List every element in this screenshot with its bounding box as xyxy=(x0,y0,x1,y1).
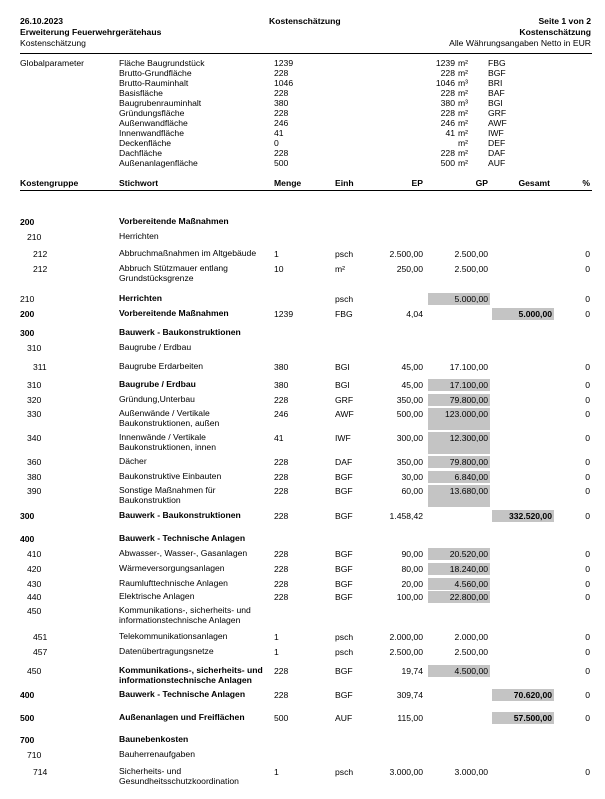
row-ep: 3.000,00 xyxy=(389,767,423,777)
row-einh: DAF xyxy=(335,457,353,467)
row-gp: 2.500,00 xyxy=(454,249,488,259)
row-kostengruppe: 340 xyxy=(27,433,42,443)
row-kostengruppe: 500 xyxy=(20,713,35,723)
row-einh: BGF xyxy=(335,549,353,559)
col-percent: % xyxy=(582,178,590,188)
param-code: DEF xyxy=(488,138,506,148)
param-unit: m² xyxy=(458,148,469,158)
param-unit: m² xyxy=(458,108,469,118)
row-einh: psch xyxy=(335,632,354,642)
param-value: 41 xyxy=(274,128,284,138)
param-unit: m³ xyxy=(458,78,469,88)
row-einh: IWF xyxy=(335,433,351,443)
row-menge: 1 xyxy=(274,767,279,777)
row-kostengruppe: 200 xyxy=(20,217,35,227)
row-menge: 228 xyxy=(274,592,289,602)
row-ep: 2.500,00 xyxy=(389,249,423,259)
row-menge: 1239 xyxy=(274,309,294,319)
row-percent: 0 xyxy=(585,294,590,304)
row-menge: 380 xyxy=(274,380,289,390)
row-gp: 123.000,00 xyxy=(444,409,488,419)
row-gp: 79.800,00 xyxy=(449,395,488,405)
row-gp: 2.000,00 xyxy=(454,632,488,642)
row-ep: 2.500,00 xyxy=(389,647,423,657)
row-ep: 60,00 xyxy=(401,486,423,496)
row-percent: 0 xyxy=(585,564,590,574)
row-gp: 79.800,00 xyxy=(449,457,488,467)
param-gp-value: 41 xyxy=(445,128,455,138)
row-stichwort: Abbruchmaßnahmen im Altgebäude xyxy=(119,248,257,258)
col-menge: Menge xyxy=(274,178,302,188)
row-stichwort: Sonstige Maßnahmen für Baukonstruktion xyxy=(119,485,216,505)
param-value: 500 xyxy=(274,158,289,168)
row-ep: 350,00 xyxy=(396,457,423,467)
param-name: Außenwandfläche xyxy=(119,118,188,128)
param-code: BAF xyxy=(488,88,505,98)
row-percent: 0 xyxy=(585,632,590,642)
row-ep: 4,04 xyxy=(406,309,423,319)
row-einh: psch xyxy=(335,647,354,657)
row-percent: 0 xyxy=(585,395,590,405)
row-kostengruppe: 210 xyxy=(20,294,35,304)
row-percent: 0 xyxy=(585,647,590,657)
row-stichwort: Herrichten xyxy=(119,293,162,303)
row-ep: 90,00 xyxy=(401,549,423,559)
row-kostengruppe: 360 xyxy=(27,457,42,467)
row-kostengruppe: 300 xyxy=(20,511,35,521)
row-percent: 0 xyxy=(585,264,590,274)
row-stichwort: Bauwerk - Baukonstruktionen xyxy=(119,327,241,337)
row-einh: BGF xyxy=(335,564,353,574)
row-einh: BGF xyxy=(335,511,353,521)
row-stichwort: Baugrube / Erdbau xyxy=(119,342,192,352)
row-ep: 500,00 xyxy=(396,409,423,419)
param-gp-value: 228 xyxy=(440,148,455,158)
row-gp: 4.500,00 xyxy=(454,666,488,676)
row-stichwort: Bauwerk - Technische Anlagen xyxy=(119,533,246,543)
row-stichwort: Außenwände / Vertikale Baukonstruktionen, außen xyxy=(119,408,220,428)
row-menge: 380 xyxy=(274,362,289,372)
param-gp-value: 228 xyxy=(440,68,455,78)
row-stichwort: Vorbereitende Maßnahmen xyxy=(119,308,229,318)
row-kostengruppe: 420 xyxy=(27,564,42,574)
param-gp-value: 1239 xyxy=(435,58,455,68)
header-divider xyxy=(20,53,592,54)
row-ep: 30,00 xyxy=(401,472,423,482)
param-gp-value: 500 xyxy=(440,158,455,168)
param-unit: m² xyxy=(458,88,469,98)
row-gp: 18.240,00 xyxy=(449,564,488,574)
row-gp: 12.300,00 xyxy=(449,433,488,443)
row-einh: psch xyxy=(335,294,354,304)
row-menge: 228 xyxy=(274,549,289,559)
row-kostengruppe: 457 xyxy=(33,647,48,657)
param-gp-value: 228 xyxy=(440,108,455,118)
row-percent: 0 xyxy=(585,472,590,482)
param-code: BGI xyxy=(488,98,503,108)
row-einh: GRF xyxy=(335,395,354,405)
row-menge: 228 xyxy=(274,457,289,467)
row-gp: 2.500,00 xyxy=(454,264,488,274)
row-kostengruppe: 390 xyxy=(27,486,42,496)
row-kostengruppe: 451 xyxy=(33,632,48,642)
row-menge: 228 xyxy=(274,564,289,574)
row-ep: 1.458,42 xyxy=(389,511,423,521)
row-stichwort: Baunebenkosten xyxy=(119,734,189,744)
row-kostengruppe: 440 xyxy=(27,592,42,602)
row-stichwort: Elektrische Anlagen xyxy=(119,591,195,601)
row-menge: 500 xyxy=(274,713,289,723)
row-gp: 17.100,00 xyxy=(449,380,488,390)
row-percent: 0 xyxy=(585,457,590,467)
row-percent: 0 xyxy=(585,549,590,559)
row-einh: BGF xyxy=(335,592,353,602)
param-name: Brutto-Grundfläche xyxy=(119,68,192,78)
param-name: Innenwandfläche xyxy=(119,128,184,138)
col-ep: EP xyxy=(411,178,423,188)
row-gp: 22.800,00 xyxy=(449,592,488,602)
row-percent: 0 xyxy=(585,433,590,443)
param-value: 228 xyxy=(274,108,289,118)
row-ep: 2.000,00 xyxy=(389,632,423,642)
param-unit: m² xyxy=(458,68,469,78)
row-kostengruppe: 430 xyxy=(27,579,42,589)
row-gp: 3.000,00 xyxy=(454,767,488,777)
report-title: Kostenschätzung xyxy=(269,16,341,26)
doc-type-left: Kostenschätzung xyxy=(20,38,86,48)
param-unit: m² xyxy=(458,58,469,68)
row-gesamt: 5.000,00 xyxy=(518,309,552,319)
row-menge: 228 xyxy=(274,579,289,589)
row-kostengruppe: 212 xyxy=(33,264,48,274)
row-kostengruppe: 330 xyxy=(27,409,42,419)
row-stichwort: Abwasser-, Wasser-, Gasanlagen xyxy=(119,548,248,558)
row-gp: 17.100,00 xyxy=(449,362,488,372)
row-percent: 0 xyxy=(585,690,590,700)
row-menge: 246 xyxy=(274,409,289,419)
param-name: Fläche Baugrundstück xyxy=(119,58,205,68)
row-stichwort: Kommunikations-, sicherheits- und informationstechnische Anlagen xyxy=(119,665,263,685)
row-menge: 1 xyxy=(274,249,279,259)
param-name: Basisfläche xyxy=(119,88,163,98)
row-einh: AWF xyxy=(335,409,354,419)
row-kostengruppe: 210 xyxy=(27,232,42,242)
row-kostengruppe: 710 xyxy=(27,750,42,760)
row-einh: BGF xyxy=(335,579,353,589)
row-stichwort: Raumlufttechnische Anlagen xyxy=(119,578,228,588)
report-date: 26.10.2023 xyxy=(20,16,64,26)
row-stichwort: Gründung,Unterbau xyxy=(119,394,195,404)
param-code: IWF xyxy=(488,128,504,138)
col-einh: Einh xyxy=(335,178,354,188)
param-gp-value: 228 xyxy=(440,88,455,98)
param-code: AWF xyxy=(488,118,507,128)
row-gp: 20.520,00 xyxy=(449,549,488,559)
row-einh: BGF xyxy=(335,666,353,676)
row-gp: 5.000,00 xyxy=(454,294,488,304)
row-menge: 228 xyxy=(274,395,289,405)
row-percent: 0 xyxy=(585,249,590,259)
row-kostengruppe: 380 xyxy=(27,472,42,482)
row-kostengruppe: 410 xyxy=(27,549,42,559)
row-einh: BGF xyxy=(335,690,353,700)
row-percent: 0 xyxy=(585,409,590,419)
row-percent: 0 xyxy=(585,309,590,319)
row-menge: 228 xyxy=(274,690,289,700)
param-unit: m² xyxy=(458,118,469,128)
param-name: Brutto-Rauminhalt xyxy=(119,78,189,88)
row-ep: 115,00 xyxy=(397,713,423,723)
row-stichwort: Kommunikations-, sicherheits- und informationstechnische Anlagen xyxy=(119,605,251,625)
param-name: Baugrubenrauminhalt xyxy=(119,98,202,108)
row-einh: psch xyxy=(335,249,354,259)
row-ep: 45,00 xyxy=(401,362,423,372)
col-gesamt: Gesamt xyxy=(518,178,550,188)
row-stichwort: Sicherheits- und Gesundheitsschutzkoordination xyxy=(119,766,239,786)
param-code: GRF xyxy=(488,108,507,118)
row-kostengruppe: 450 xyxy=(27,606,42,616)
param-value: 228 xyxy=(274,68,289,78)
row-percent: 0 xyxy=(585,713,590,723)
row-percent: 0 xyxy=(585,592,590,602)
param-code: FBG xyxy=(488,58,506,68)
row-percent: 0 xyxy=(585,362,590,372)
row-menge: 10 xyxy=(274,264,284,274)
row-stichwort: Bauwerk - Technische Anlagen xyxy=(119,689,246,699)
param-value: 1046 xyxy=(274,78,294,88)
table-header-divider xyxy=(20,190,592,191)
row-kostengruppe: 714 xyxy=(33,767,48,777)
row-gesamt: 70.620,00 xyxy=(513,690,552,700)
row-stichwort: Außenanlagen und Freiflächen xyxy=(119,712,245,722)
row-stichwort: Baugrube Erdarbeiten xyxy=(119,361,204,371)
row-ep: 350,00 xyxy=(396,395,423,405)
row-gesamt: 332.520,00 xyxy=(508,511,552,521)
col-stichwort: Stichwort xyxy=(119,178,159,188)
row-einh: BGI xyxy=(335,362,350,372)
row-kostengruppe: 310 xyxy=(27,343,42,353)
param-value: 228 xyxy=(274,88,289,98)
param-gp-value: 246 xyxy=(440,118,455,128)
row-kostengruppe: 700 xyxy=(20,735,35,745)
page-number: Seite 1 von 2 xyxy=(538,16,591,26)
param-name: Gründungsfläche xyxy=(119,108,185,118)
row-stichwort: Datenübertragungsnetze xyxy=(119,646,214,656)
global-parameters-label: Globalparameter xyxy=(20,58,85,68)
row-menge: 228 xyxy=(274,472,289,482)
param-value: 1239 xyxy=(274,58,294,68)
param-value: 228 xyxy=(274,148,289,158)
doc-type-right: Kostenschätzung xyxy=(519,27,591,37)
row-stichwort: Wärmeversorgungsanlagen xyxy=(119,563,225,573)
row-percent: 0 xyxy=(585,486,590,496)
row-kostengruppe: 310 xyxy=(27,380,42,390)
row-gp: 4.560,00 xyxy=(454,579,488,589)
row-percent: 0 xyxy=(585,767,590,777)
row-einh: AUF xyxy=(335,713,353,723)
param-value: 380 xyxy=(274,98,289,108)
param-unit: m² xyxy=(458,138,469,148)
param-unit: m² xyxy=(458,128,469,138)
row-einh: BGF xyxy=(335,486,353,496)
param-code: AUF xyxy=(488,158,506,168)
col-kostengruppe: Kostengruppe xyxy=(20,178,79,188)
row-ep: 80,00 xyxy=(401,564,423,574)
row-stichwort: Herrichten xyxy=(119,231,159,241)
row-kostengruppe: 200 xyxy=(20,309,35,319)
row-gp: 2.500,00 xyxy=(454,647,488,657)
col-gp: GP xyxy=(475,178,488,188)
row-einh: psch xyxy=(335,767,354,777)
row-stichwort: Baugrube / Erdbau xyxy=(119,379,196,389)
row-menge: 228 xyxy=(274,666,289,676)
param-unit: m² xyxy=(458,158,469,168)
row-kostengruppe: 300 xyxy=(20,328,35,338)
param-gp-value: 380 xyxy=(440,98,455,108)
row-stichwort: Bauherrenaufgaben xyxy=(119,749,195,759)
row-einh: m² xyxy=(335,264,346,274)
row-einh: FBG xyxy=(335,309,353,319)
param-unit: m³ xyxy=(458,98,469,108)
row-menge: 228 xyxy=(274,511,289,521)
row-stichwort: Vorbereitende Maßnahmen xyxy=(119,216,229,226)
row-ep: 45,00 xyxy=(401,380,423,390)
row-ep: 19,74 xyxy=(401,666,423,676)
row-menge: 41 xyxy=(274,433,284,443)
row-ep: 250,00 xyxy=(396,264,423,274)
project-name: Erweiterung Feuerwehrgerätehaus xyxy=(20,27,162,37)
param-code: DAF xyxy=(488,148,506,158)
row-menge: 228 xyxy=(274,486,289,496)
row-gesamt: 57.500,00 xyxy=(513,713,552,723)
param-value: 246 xyxy=(274,118,289,128)
row-stichwort: Innenwände / Vertikale Baukonstruktionen, innen xyxy=(119,432,216,452)
row-einh: BGF xyxy=(335,472,353,482)
row-ep: 309,74 xyxy=(396,690,423,700)
row-stichwort: Baukonstruktive Einbauten xyxy=(119,471,222,481)
row-stichwort: Dächer xyxy=(119,456,147,466)
param-gp-value: 1046 xyxy=(435,78,455,88)
row-stichwort: Bauwerk - Baukonstruktionen xyxy=(119,510,241,520)
row-kostengruppe: 400 xyxy=(20,690,35,700)
row-kostengruppe: 450 xyxy=(27,666,42,676)
row-menge: 1 xyxy=(274,632,279,642)
row-percent: 0 xyxy=(585,380,590,390)
param-name: Außenanlagenfläche xyxy=(119,158,198,168)
param-code: BRI xyxy=(488,78,503,88)
row-gp: 6.840,00 xyxy=(454,472,488,482)
row-gp: 13.680,00 xyxy=(449,486,488,496)
param-name: Dachfläche xyxy=(119,148,162,158)
row-kostengruppe: 311 xyxy=(33,362,47,372)
param-code: BGF xyxy=(488,68,506,78)
currency-note: Alle Währungsangaben Netto in EUR xyxy=(449,38,591,48)
row-kostengruppe: 320 xyxy=(27,395,42,405)
row-menge: 1 xyxy=(274,647,279,657)
row-einh: BGI xyxy=(335,380,350,390)
row-ep: 100,00 xyxy=(396,592,423,602)
row-percent: 0 xyxy=(585,579,590,589)
row-kostengruppe: 400 xyxy=(20,534,35,544)
param-name: Deckenfläche xyxy=(119,138,172,148)
row-kostengruppe: 212 xyxy=(33,249,48,259)
row-ep: 20,00 xyxy=(401,579,423,589)
row-percent: 0 xyxy=(585,511,590,521)
param-value: 0 xyxy=(274,138,279,148)
row-ep: 300,00 xyxy=(396,433,423,443)
row-stichwort: Telekommunikationsanlagen xyxy=(119,631,228,641)
row-stichwort: Abbruch Stützmauer entlang Grundstücksgrenze xyxy=(119,263,228,283)
row-percent: 0 xyxy=(585,666,590,676)
